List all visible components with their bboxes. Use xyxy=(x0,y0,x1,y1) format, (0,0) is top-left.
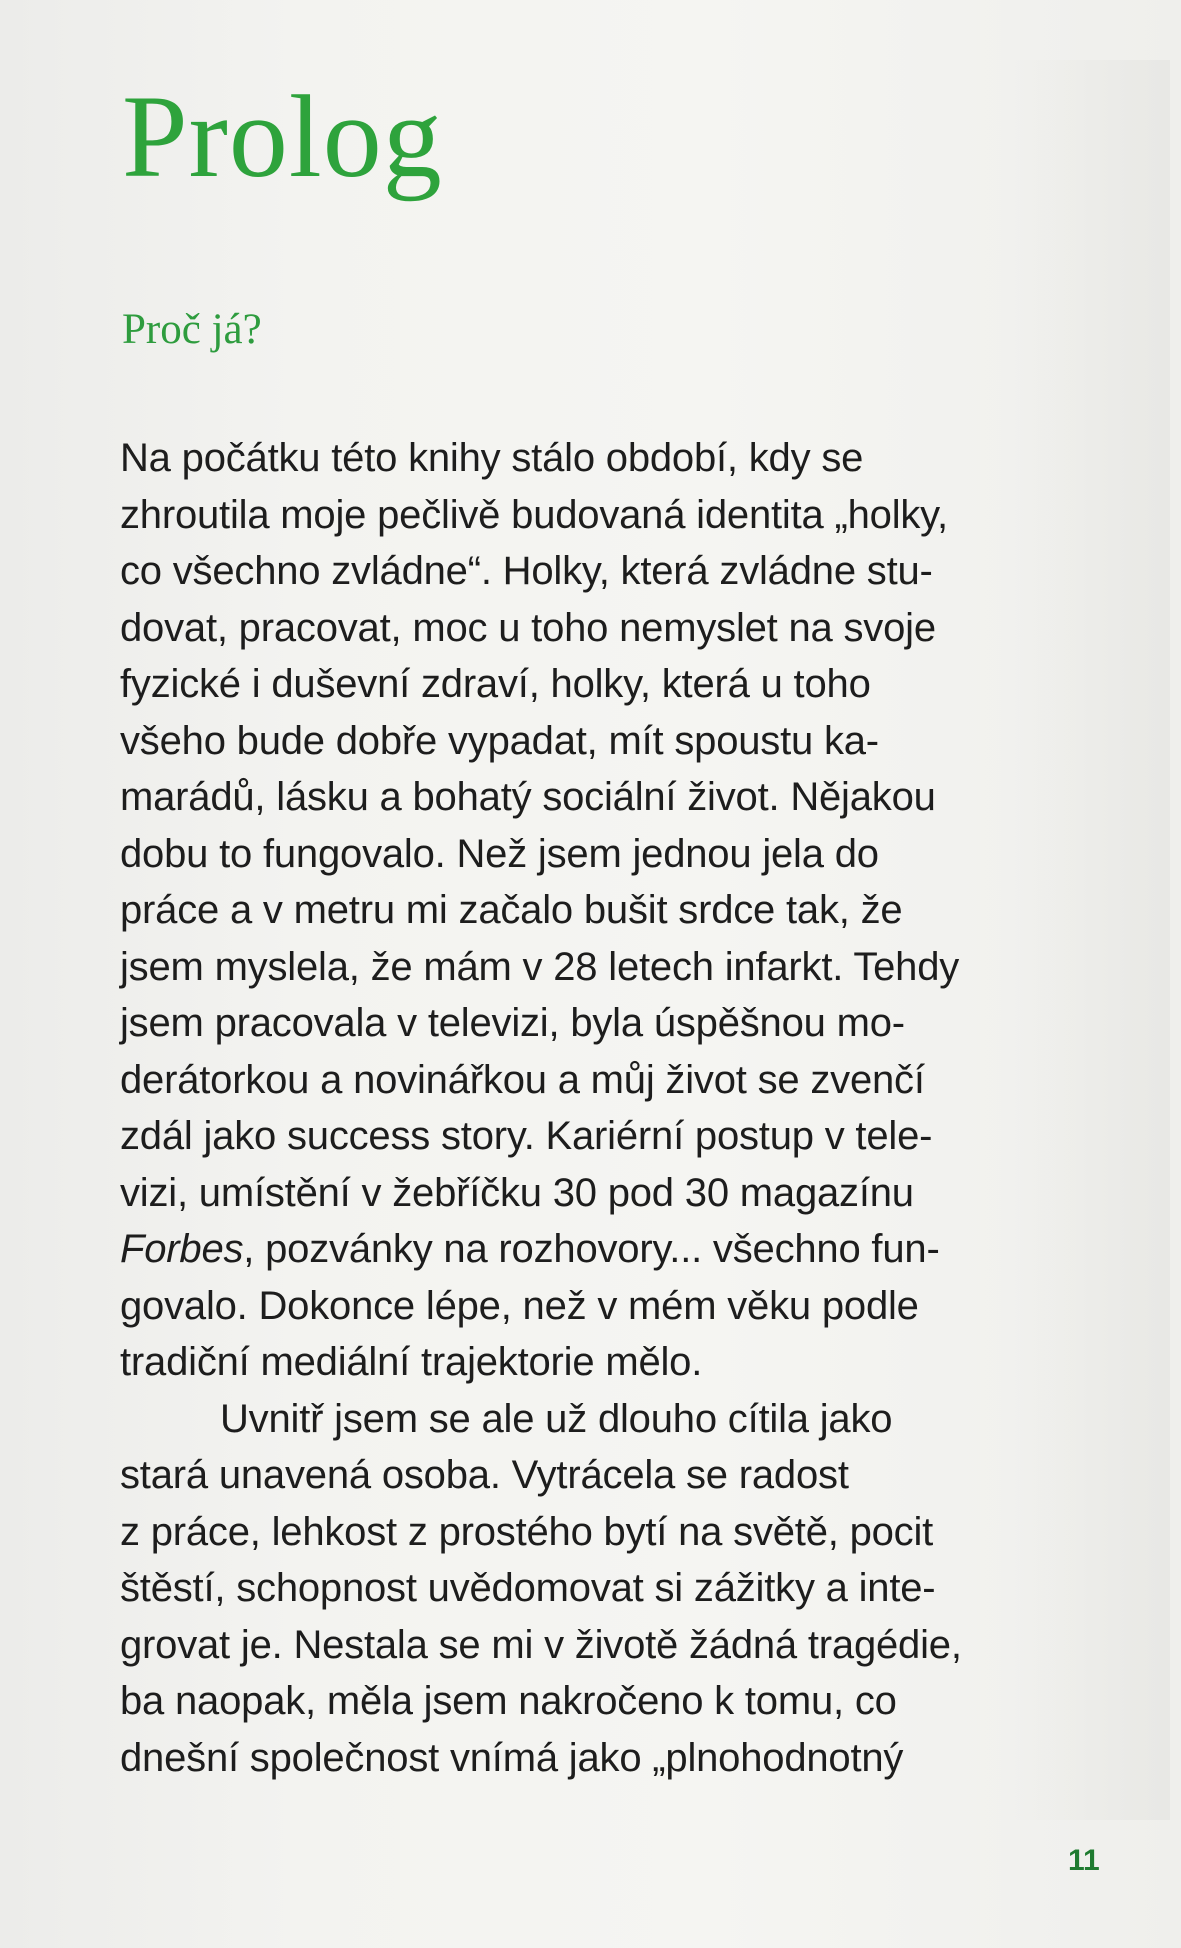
body-line: marádů, lásku a bohatý sociální život. Nějakou xyxy=(120,775,936,819)
body-line: jsem myslela, že mám v 28 letech infarkt. Tehdy xyxy=(120,944,960,989)
body-line: ba naopak, měla jsem nakročeno k tomu, co xyxy=(120,1679,897,1723)
body-line: stará unavená osoba. Vytrácela se radost xyxy=(120,1453,849,1497)
body-line: co všechno zvládne“. Holky, která zvládne stu- xyxy=(120,549,933,593)
body-line: práce a v metru mi začalo bušit srdce tak, že xyxy=(120,888,903,932)
body-line: vizi, umístění v žebříčku 30 pod 30 magazínu xyxy=(120,1170,914,1215)
body-line: Na počátku této knihy stálo období, kdy se xyxy=(120,436,864,480)
body-line: fyzické i duševní zdraví, holky, která u toho xyxy=(120,662,871,706)
body-line: štěstí, schopnost uvědomovat si zážitky a inte- xyxy=(120,1566,936,1610)
body-line-forbes xyxy=(120,1221,1110,1278)
body-line: zdál jako success story. Kariérní postup v tele- xyxy=(120,1114,933,1158)
page-number: 11 xyxy=(1068,1844,1100,1877)
body-line: dovat, pracovat, moc u toho nemyslet na svoje xyxy=(120,605,936,650)
body-line: jsem pracovala v televizi, byla úspěšnou mo- xyxy=(120,1001,905,1045)
chapter-title: Prolog xyxy=(122,71,443,202)
body-line: zhroutila moje pečlivě budovaná identita „holky, xyxy=(120,492,948,537)
body-text xyxy=(120,430,1110,1786)
body-line: všeho bude dobře vypadat, mít spoustu ka- xyxy=(120,718,879,763)
body-line-rest: , pozvánky na rozhovory... všechno fun- xyxy=(243,1227,940,1271)
body-line: dobu to fungovalo. Než jsem jednou jela do xyxy=(120,831,879,876)
body-line: govalo. Dokonce lépe, než v mém věku podle xyxy=(120,1283,919,1328)
body-line: derátorkou a novinářkou a můj život se zvenčí xyxy=(120,1057,925,1102)
body-line-indented: Uvnitř jsem se ale už dlouho cítila jako xyxy=(220,1396,893,1441)
body-line: grovat je. Nestala se mi v životě žádná tragédie, xyxy=(120,1622,962,1667)
body-line: z práce, lehkost z prostého bytí na světě, pocit xyxy=(120,1509,934,1554)
magazine-title: Forbes xyxy=(120,1227,244,1271)
body-line: dnešní společnost vnímá jako „plnohodnotný xyxy=(120,1735,904,1780)
body-line: tradiční mediální trajektorie mělo. xyxy=(120,1340,703,1384)
chapter-subtitle: Proč já? xyxy=(122,306,262,353)
